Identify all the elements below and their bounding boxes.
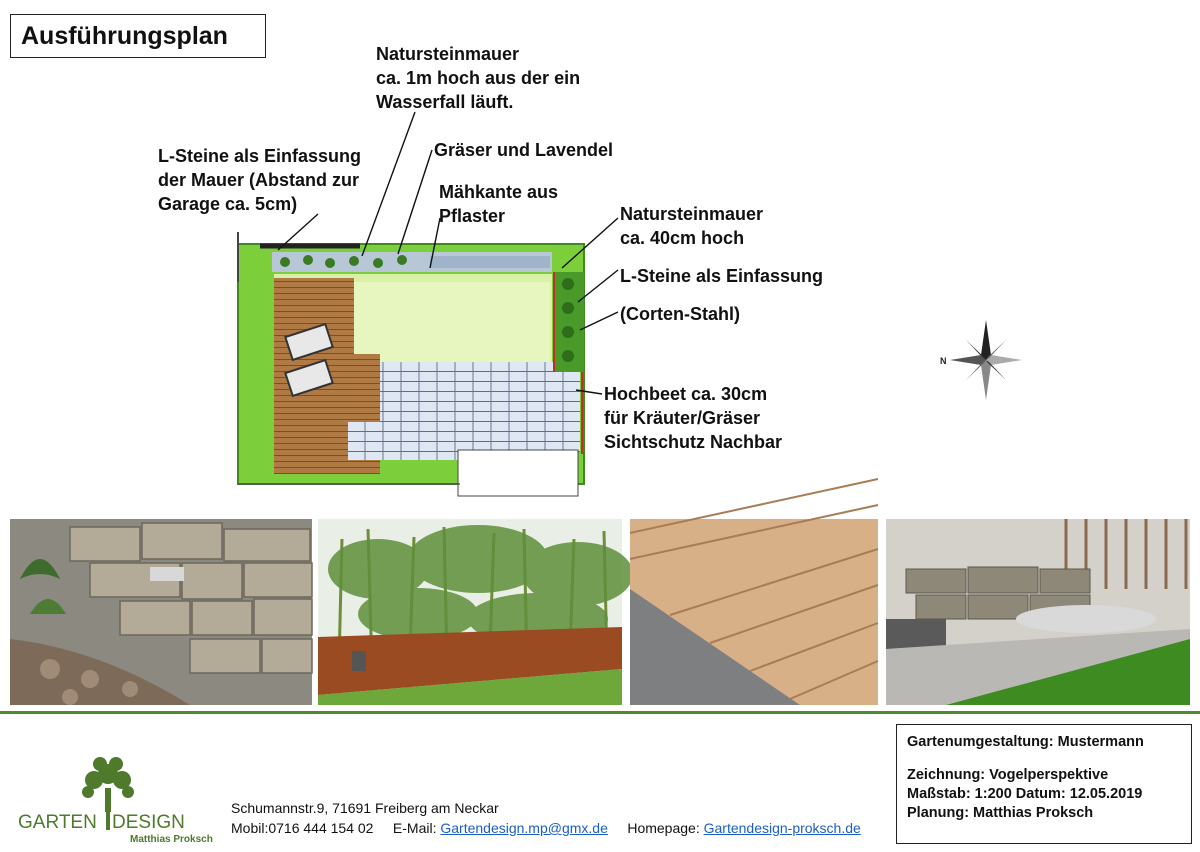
email-link[interactable]: Gartendesign.mp@gmx.de [440, 820, 608, 836]
photo-bamboo-corten-bed [318, 519, 622, 705]
divider [0, 711, 1200, 714]
label-natursteinmauer40-1: Natursteinmauer [620, 204, 764, 224]
title-box [10, 14, 266, 58]
label-natursteinmauer-1: Natursteinmauer [376, 44, 520, 64]
label-hochbeet-2: für Kräuter/Gräser [604, 408, 761, 428]
info-project: Gartenumgestaltung: Mustermann [907, 734, 1144, 750]
homepage-label: Homepage: [627, 820, 700, 836]
photo-stone-wall-waterfall [10, 519, 312, 705]
label-hochbeet-1: Hochbeet ca. 30cm [604, 384, 768, 404]
photo-wood-decking [630, 519, 878, 705]
contact-line [231, 820, 861, 836]
info-box [896, 724, 1192, 844]
photo-raised-stone-bed [886, 519, 1190, 705]
logo-text-right: DESIGN [112, 812, 185, 833]
info-scale-date: Maßstab: 1:200 Datum: 12.05.2019 [907, 786, 1143, 802]
label-lsteine-mauer-3: Garage ca. 5cm) [158, 194, 298, 214]
label-corten: (Corten-Stahl) [620, 304, 740, 324]
label-graeser: Gräser und Lavendel [434, 140, 614, 160]
label-maehkante-2: Pflaster [439, 206, 506, 226]
label-lsteine-mauer-1: L-Steine als Einfassung [158, 146, 362, 166]
company-logo [18, 752, 213, 848]
label-lsteine-mauer-2: der Mauer (Abstand zur [158, 170, 360, 190]
label-natursteinmauer-3: Wasserfall läuft. [376, 92, 514, 112]
label-maehkante-1: Mähkante aus [439, 182, 559, 202]
label-lsteine-einfassung: L-Steine als Einfassung [620, 266, 824, 286]
logo-text-left: GARTEN [18, 812, 97, 833]
label-natursteinmauer40-2: ca. 40cm hoch [620, 228, 745, 248]
email-label: E-Mail: [392, 820, 437, 836]
mobile: Mobil:0716 444 154 02 [231, 820, 374, 836]
homepage-link[interactable]: Gartendesign-proksch.de [703, 820, 861, 836]
label-hochbeet-3: Sichtschutz Nachbar [604, 432, 783, 452]
info-drawing: Zeichnung: Vogelperspektive [907, 767, 1109, 783]
address-line: Schumannstr.9, 71691 Freiberg am Neckar [231, 800, 499, 816]
page-title: Ausführungsplan [21, 22, 228, 50]
garden-plan-sketch [230, 222, 600, 500]
compass-letter: N [940, 356, 947, 366]
label-natursteinmauer-2: ca. 1m hoch aus der ein [376, 68, 581, 88]
compass-rose-icon [936, 318, 1032, 404]
info-planning: Planung: Matthias Proksch [907, 805, 1094, 821]
logo-name: Matthias Proksch [130, 834, 213, 845]
